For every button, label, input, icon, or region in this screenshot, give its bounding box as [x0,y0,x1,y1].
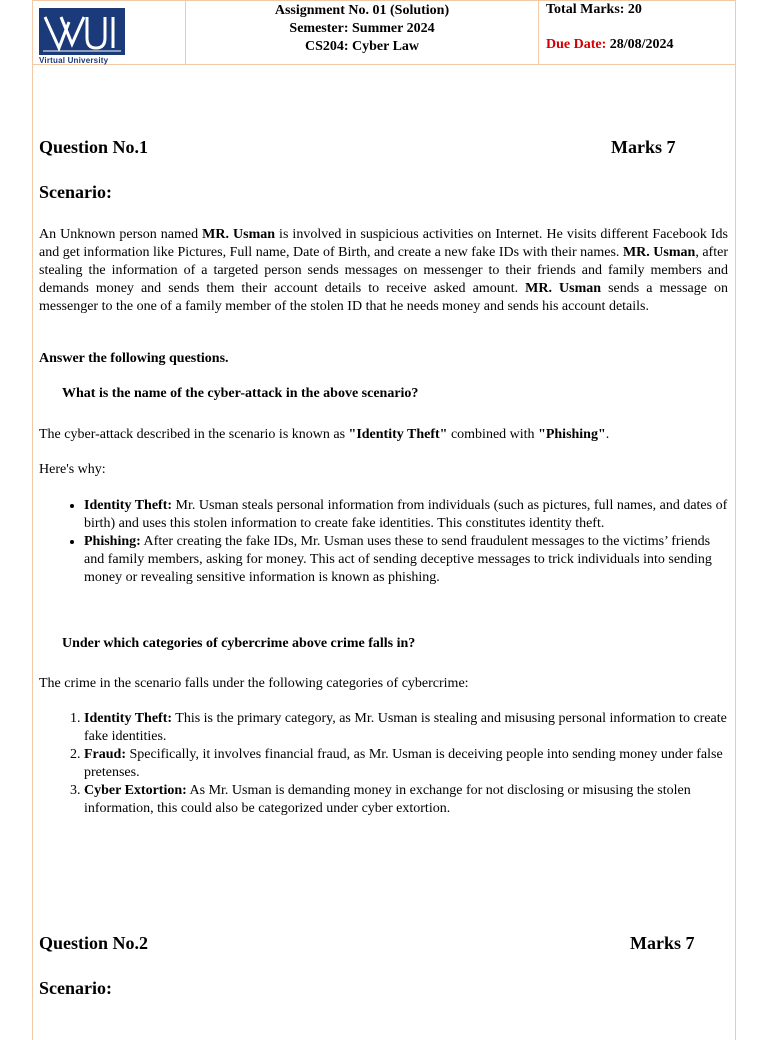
list-item [84,533,728,587]
scenario-name: MR. Usman [622,245,696,260]
question-1-marks: Marks 7 [611,137,676,157]
logo-cell [33,1,186,64]
answer-term: "Phishing" [538,427,606,442]
list-text: As Mr. Usman is demanding money in exchange for not disclosing or misusing the stolen information, this could also be categorized under cyber extortion. [84,783,691,816]
marks-due-cell [539,1,735,64]
list-text: After creating the fake IDs, Mr. Usman uses these to send fraudulent messages to the victims’ friends and family members, asking for money. This act of sending deceptive messages to trick individuals into sending money or revealing sensitive information is known as phishing. [84,534,712,585]
answer-text: combined with [447,427,539,442]
scenario-name: MR. Usman [525,281,602,296]
header-table [32,0,736,65]
vu-logo [39,8,125,55]
list-term: Identity Theft: [84,498,173,513]
scenario-text: is involved in suspicious activities on Internet. He visits different Facebook Ids and get information like Pictures, Full name, Date of Birth, and create a new fake IDs with their names. [39,227,728,260]
answer-1 [39,426,728,444]
total-marks: Total Marks: 20 [546,2,642,17]
scenario-text: An Unknown person named [39,227,203,242]
question-2-scenario-heading: Scenario: [39,978,112,998]
list-term: Cyber Extortion: [84,783,187,798]
reasons-list [39,497,728,587]
list-item [84,710,728,746]
course: CS204: Cyber Law [304,39,420,54]
scenario-name: MR. Usman [202,227,276,242]
logo-caption: Virtual University [39,56,109,65]
scenario-text: , after stealing the information of a targeted person sends messages on messenger to their friends and family members and demands money and sends them their account details to receive asked amount. [39,245,728,296]
question-1-title: Question No.1 [39,137,149,157]
answer-term: "Identity Theft" [348,427,448,442]
scenario-paragraph [39,226,728,316]
scenario-text: sends a message on messenger to the one of a family member of the stolen ID that he needs money and sends his account details. [39,281,728,314]
answer-2-intro: The crime in the scenario falls under the following categories of cybercrime: [39,676,469,691]
due-date: 28/08/2024 [609,37,674,52]
answer-text: . [605,427,610,442]
due-label: Due Date: [546,37,607,52]
list-item [84,782,728,818]
vu-logo-icon [39,8,125,55]
question-2-title: Question No.2 [39,933,149,953]
assignment-title: Assignment No. 01 (Solution) [274,3,450,18]
list-term: Identity Theft: [84,711,173,726]
sub-question-1: What is the name of the cyber-attack in the above scenario? [62,386,419,401]
list-text: This is the primary category, as Mr. Usman is stealing and misusing personal information to create fake identities. [84,711,727,744]
question-1-scenario-heading: Scenario: [39,182,112,202]
assignment-info [186,1,539,64]
semester: Semester: Summer 2024 [289,21,435,36]
why-label: Here's why: [39,462,106,477]
answer-instructions: Answer the following questions. [39,351,229,366]
list-item [84,746,728,782]
list-item [84,497,728,533]
list-term: Phishing: [84,534,141,549]
list-text: Specifically, it involves financial fraud, as Mr. Usman is deceiving people into sending money under false pretenses. [84,747,723,780]
list-text: Mr. Usman steals personal information from individuals (such as pictures, full names, and dates of birth) and uses this stolen information to create fake identities. This constitutes identity theft. [84,498,728,531]
sub-question-2: Under which categories of cybercrime above crime falls in? [62,636,416,651]
answer-text: The cyber-attack described in the scenario is known as [39,427,349,442]
due-date-line [546,37,735,53]
categories-list [39,710,728,818]
question-2-marks: Marks 7 [630,933,695,953]
list-term: Fraud: [84,747,126,762]
